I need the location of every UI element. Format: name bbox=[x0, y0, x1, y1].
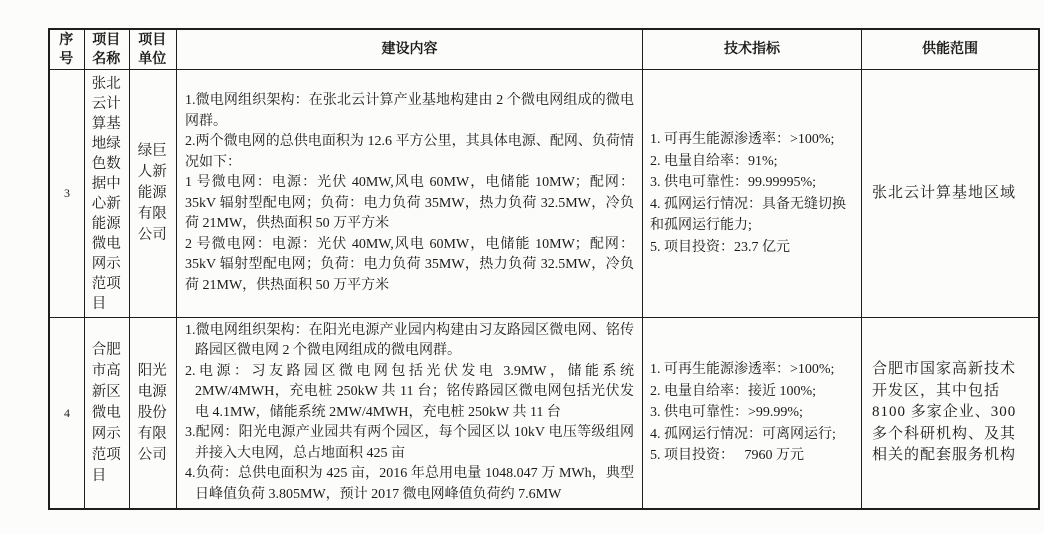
header-unit-cell bbox=[130, 30, 177, 70]
row-3-tech-item: 2. 电量自给率：91%; bbox=[650, 153, 778, 169]
row-4-tech-list bbox=[650, 359, 836, 467]
row-3-content-item: 2.两个微电网的总供电面积为 12.6 平方公里，其具体电源、配网、负荷情况如下： bbox=[185, 134, 634, 170]
row-3-tech-item: 5. 项目投资：23.7 亿元 bbox=[650, 239, 790, 255]
header-unit-label: 项目单位 bbox=[138, 31, 167, 67]
row-3-content-item: 1 号微电网：电源：光伏 40MW,风电 60MW，电储能 10MW；配网：35kV 辐射型配电网；负荷：电力负荷 35MW，热力负荷 32.5MW，冷负荷 21MW，供热面积 50 万平方米 bbox=[185, 175, 634, 231]
row-4-scope: 合肥市国家高新技术开发区，其中包括 8100 多家企业、300 多个科研机构、及其相关的配套服务机构 bbox=[872, 361, 1017, 464]
header-tech-label: 技术指标 bbox=[724, 41, 780, 57]
row-4-unit-cell bbox=[130, 318, 177, 508]
row-3-tech-item: 3. 供电可靠性：99.99995%; bbox=[650, 175, 817, 190]
row-4-tech-item: 5. 项目投资： 7960 万元 bbox=[650, 448, 804, 464]
header-content-cell bbox=[177, 30, 643, 70]
row-4-content-item: 2.电源：习友路园区微电网包括光伏发电 3.9MW，储能系统 2MW/4MWH，充电桩 250kW 共 11 台；铭传路园区微电网包括光伏发电 4.1MW，储能系统 2MW/4MWH，充电桩 250kW 共 11 台 bbox=[185, 363, 634, 420]
header-seq-label: 序号 bbox=[59, 31, 74, 67]
header-seq-cell bbox=[50, 30, 85, 70]
header-name-cell bbox=[85, 30, 130, 70]
row-3-project-unit: 绿巨人新能源有限公司 bbox=[137, 143, 167, 243]
row-3-tech-cell bbox=[643, 70, 862, 318]
header-scope-cell bbox=[862, 30, 1038, 70]
header-content-label: 建设内容 bbox=[381, 41, 438, 57]
header-name-label: 项目名称 bbox=[92, 31, 121, 67]
row-3-content-cell bbox=[177, 70, 643, 318]
row-4-seq: 4 bbox=[64, 405, 70, 420]
row-3-content-item: 1.微电网组织架构：在张北云计算产业基地构建由 2 个微电网组成的微电网群。 bbox=[185, 93, 634, 129]
row-3-scope-cell bbox=[862, 70, 1038, 318]
row-4-seq-cell bbox=[50, 318, 85, 508]
row-4-content-item: 3.配网：阳光电源产业园共有两个园区，每个园区以 10kV 电压等级组网并接入大电网，总占地面积 425 亩 bbox=[185, 425, 634, 461]
row-4-tech-cell bbox=[643, 318, 862, 508]
row-4-tech-item: 3. 供电可靠性：>99.99%; bbox=[650, 405, 803, 421]
row-3-seq-cell bbox=[50, 70, 85, 318]
row-3-scope: 张北云计算基地区域 bbox=[872, 184, 1017, 201]
header-scope-label: 供能范围 bbox=[922, 41, 978, 57]
row-4-project-unit: 阳光电源股份有限公司 bbox=[137, 362, 167, 463]
row-3-seq: 3 bbox=[64, 186, 70, 200]
row-3-tech-list bbox=[650, 129, 855, 258]
row-4-tech-item: 1. 可再生能源渗透率：>100%; bbox=[650, 362, 835, 378]
row-4-content-item: 4.负荷：总供电面积为 425 亩，2016 年总用电量 1048.047 万 MWh，典型日峰值负荷 3.805MW，预计 2017 微电网峰值负荷约 7.6MW bbox=[185, 466, 634, 502]
row-4-name-cell bbox=[85, 318, 130, 508]
row-4-content-list bbox=[185, 321, 634, 506]
row-3-project-name: 张北云计算基地绿色数据中心新能源微电网示范项目 bbox=[91, 75, 121, 312]
row-3-tech-item: 1. 可再生能源渗透率：>100%; bbox=[650, 132, 835, 147]
row-3-content-list bbox=[185, 91, 634, 296]
row-3-name-cell bbox=[85, 70, 130, 318]
project-table bbox=[48, 28, 1040, 510]
row-3-unit-cell bbox=[130, 70, 177, 318]
row-3-content-item: 2 号微电网：电源：光伏 40MW,风电 60MW，电储能 10MW；配网：35kV 辐射型配电网；负荷：电力负荷 35MW，热力负荷 32.5MW，冷负荷 21MW，供热面积 50 万平方米 bbox=[185, 236, 634, 293]
row-4-tech-item: 4. 孤网运行情况：可离网运行; bbox=[650, 426, 836, 442]
row-4-scope-cell bbox=[862, 318, 1038, 508]
row-4-content-cell bbox=[177, 318, 643, 508]
header-tech-cell bbox=[643, 30, 862, 70]
row-4-project-name: 合肥市高新区微电网示范项目 bbox=[91, 341, 121, 484]
row-4-content-item: 1.微电网组织架构：在阳光电源产业园内构建由习友路园区微电网、铭传路园区微电网 2 个微电网组成的微电网群。 bbox=[185, 322, 634, 359]
row-4-tech-item: 2. 电量自给率：接近 100%; bbox=[650, 383, 817, 399]
row-3-tech-item: 4. 孤网运行情况：具备无缝切换和孤网运行能力; bbox=[650, 196, 846, 233]
